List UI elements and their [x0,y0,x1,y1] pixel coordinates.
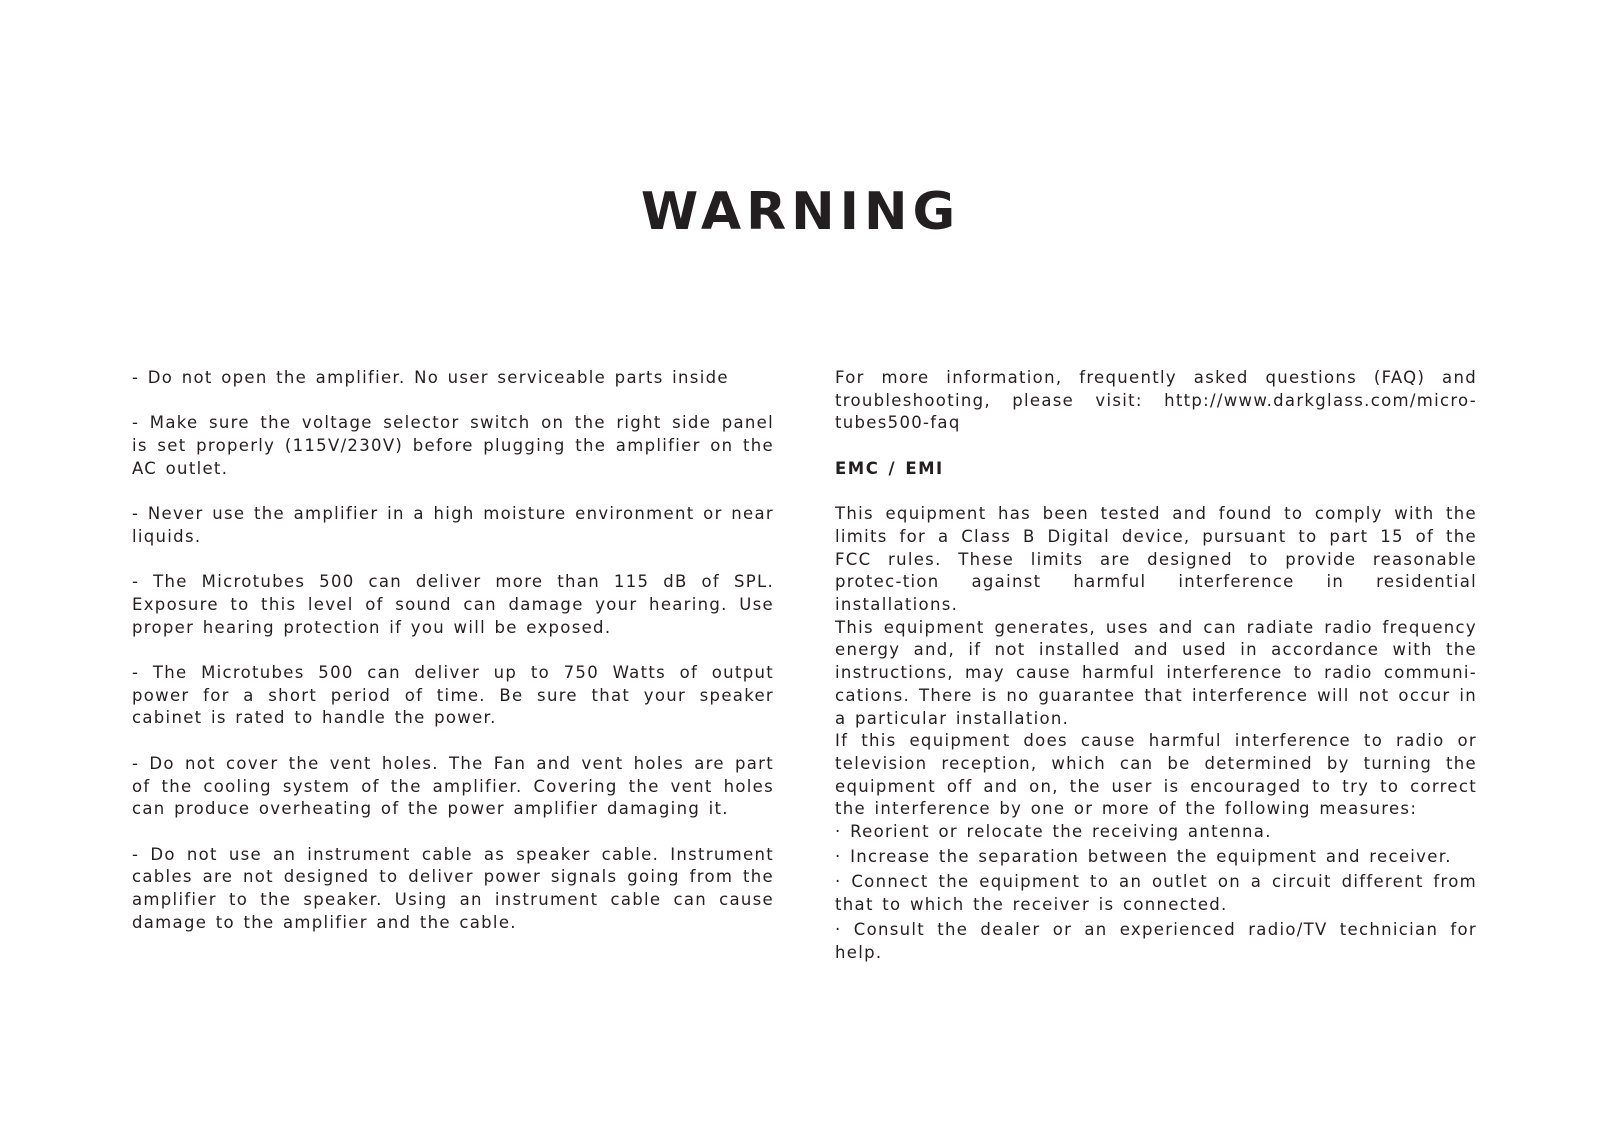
safety-item-voltage-selector: - Make sure the voltage selector switch on the right side panel is set properly (115V/230V) before plugging the amplifier on the AC outlet. [132,413,774,478]
safety-item-spl-hearing: - The Microtubes 500 can deliver more than 115 dB of SPL. Exposure to this level of sound can damage your hearing. Use proper hearing protection if you will be exposed. [132,572,774,637]
faq-info-paragraph: For more information, frequently asked questions (FAQ) and troubleshooting, please visit: http://www.darkglass.com/micro-tubes500-faq [835,368,1477,433]
safety-item-moisture: - Never use the amplifier in a high moisture environment or near liquids. [132,504,774,546]
measure-different-circuit: · Connect the equipment to an outlet on a circuit different from that to which the receiver is connected. [835,872,1477,915]
safety-item-vent-holes: - Do not cover the vent holes. The Fan and vent holes are part of the cooling system of the amplifier. Covering the vent holes can produce overheating of the power amplifier damaging it. [132,753,774,819]
emc-emi-heading: EMC / EMI [835,458,944,478]
info-emc-column [835,367,1477,967]
emc-paragraph-measures-intro: If this equipment does cause harmful interference to radio or television reception, which can be determined by turning the equipment off and on, the user is encouraged to try to correct the interference by one or more of the following measures: [835,731,1477,819]
page-title: WARNING [640,182,961,242]
measure-increase-separation: · Increase the separation between the equipment and receiver. [835,847,1452,867]
safety-item-speaker-cable: - Do not use an instrument cable as speaker cable. Instrument cables are not designed to deliver power signals going from the amplifier to the speaker. Using an instrument cable can cause damage to the amplifier and the cable. [132,844,774,932]
safety-item-do-not-open: - Do not open the amplifier. No user serviceable parts inside [132,368,729,387]
safety-instructions-column [132,367,774,957]
safety-item-output-power: - The Microtubes 500 can deliver up to 750 Watts of output power for a short period of time. Be sure that your speaker cabinet is rated to handle the power. [132,663,774,728]
emc-paragraph-radiation: This equipment generates, uses and can radiate radio frequency energy and, if not installed and used in accordance with the instructions, may cause harmful interference to radio communi-cations. There is no guarantee that interference will not occur in a particular installation. [835,617,1477,728]
measure-consult-dealer: · Consult the dealer or an experienced radio/TV technician for help. [835,920,1477,963]
measure-reorient-antenna: · Reorient or relocate the receiving antenna. [835,822,1272,842]
emc-paragraph-compliance: This equipment has been tested and found to comply with the limits for a Class B Digital device, pursuant to part 15 of the FCC rules. These limits are designed to provide reasonable protec-tion against harmful interference in residential installations. [835,504,1477,614]
